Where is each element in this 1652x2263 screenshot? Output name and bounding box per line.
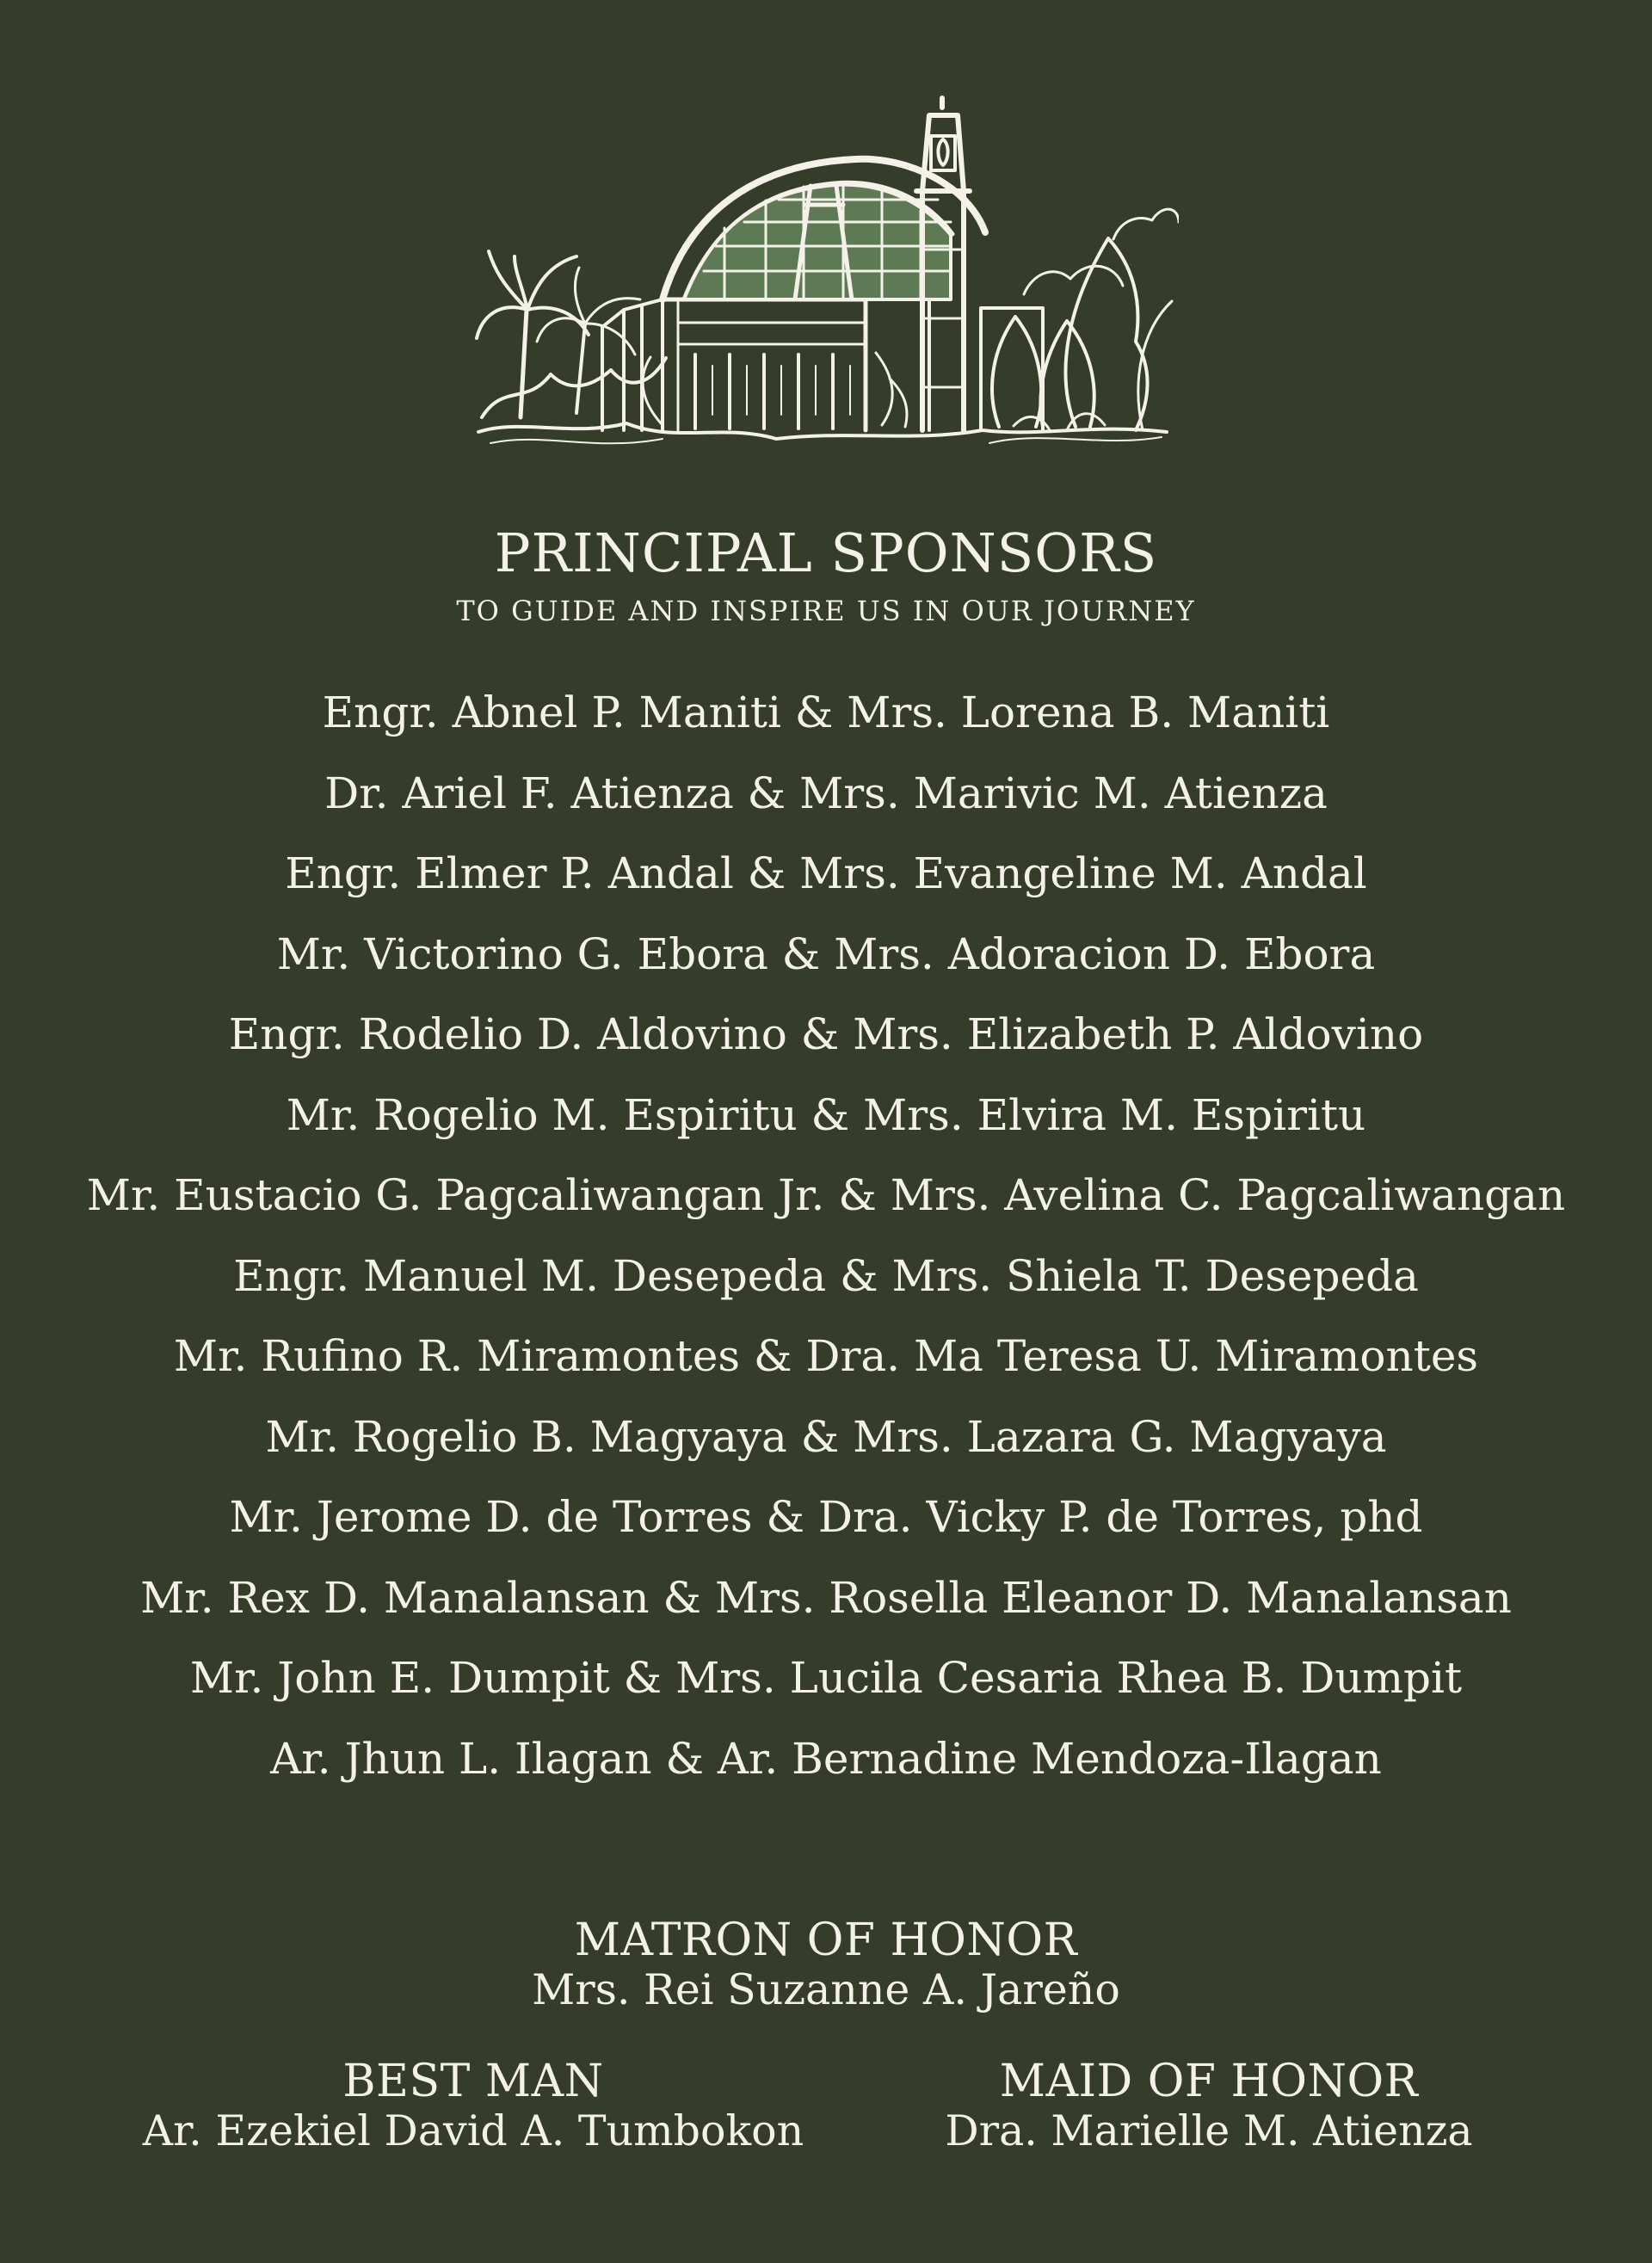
sponsor-entry-3: Engr. Elmer P. Andal & Mrs. Evangeline M. Andal (285, 848, 1367, 898)
sponsor-entry-5: Engr. Rodelio D. Aldovino & Mrs. Elizabeth P. Aldovino (228, 1009, 1424, 1059)
sponsor-entry-8: Engr. Manuel M. Desepeda & Mrs. Shiela T. Desepeda (233, 1250, 1419, 1301)
best-man-label: BEST MAN (342, 2056, 604, 2107)
sponsor-entry-11: Mr. Jerome D. de Torres & Dra. Vicky P. de Torres, phd (229, 1492, 1423, 1542)
best-man-name: Ar. Ezekiel David A. Tumbokon (142, 2106, 804, 2156)
sponsor-entry-1: Engr. Abnel P. Maniti & Mrs. Lorena B. Maniti (322, 688, 1330, 737)
matron-of-honor-section (482, 1915, 1170, 2014)
maid-of-honor-label: MAID OF HONOR (999, 2056, 1419, 2107)
sponsor-entry-12: Mr. Rex D. Manalansan & Mrs. Rosella Eleanor D. Manalansan (140, 1572, 1512, 1623)
sponsor-entry-10: Mr. Rogelio B. Magyaya & Mrs. Lazara G. Magyaya (265, 1411, 1387, 1462)
sponsor-entry-7: Mr. Eustacio G. Pagcaliwangan Jr. & Mrs. Avelina C. Pagcaliwangan (86, 1170, 1566, 1220)
matron-of-honor-name: Mrs. Rei Suzanne A. Jareño (532, 1965, 1120, 2015)
page-subtitle: TO GUIDE AND INSPIRE US IN OUR JOURNEY (456, 595, 1196, 627)
maid-of-honor-name: Dra. Marielle M. Atienza (945, 2106, 1473, 2156)
sponsor-entry-4: Mr. Victorino G. Ebora & Mrs. Adoracion D. Ebora (276, 928, 1376, 979)
matron-of-honor-label: MATRON OF HONOR (574, 1915, 1078, 1966)
sponsor-entry-14: Ar. Jhun L. Ilagan & Ar. Bernadine Mendoza-Ilagan (270, 1733, 1382, 1784)
page-title: PRINCIPAL SPONSORS (494, 521, 1158, 584)
chapel-illustration-icon (473, 95, 1179, 473)
sponsor-entry-6: Mr. Rogelio M. Espiritu & Mrs. Elvira M. Espiritu (286, 1089, 1366, 1140)
sponsor-list (0, 680, 1652, 1806)
sponsor-entry-2: Dr. Ariel F. Atienza & Mrs. Marivic M. Atienza (324, 768, 1328, 818)
maid-of-honor-section (826, 2056, 1592, 2155)
sponsor-entry-13: Mr. John E. Dumpit & Mrs. Lucila Cesaria Rhea B. Dumpit (189, 1653, 1463, 1703)
sponsor-entry-9: Mr. Rufino R. Miramontes & Dra. Ma Teresa U. Miramontes (173, 1331, 1479, 1381)
best-man-section (86, 2056, 860, 2155)
